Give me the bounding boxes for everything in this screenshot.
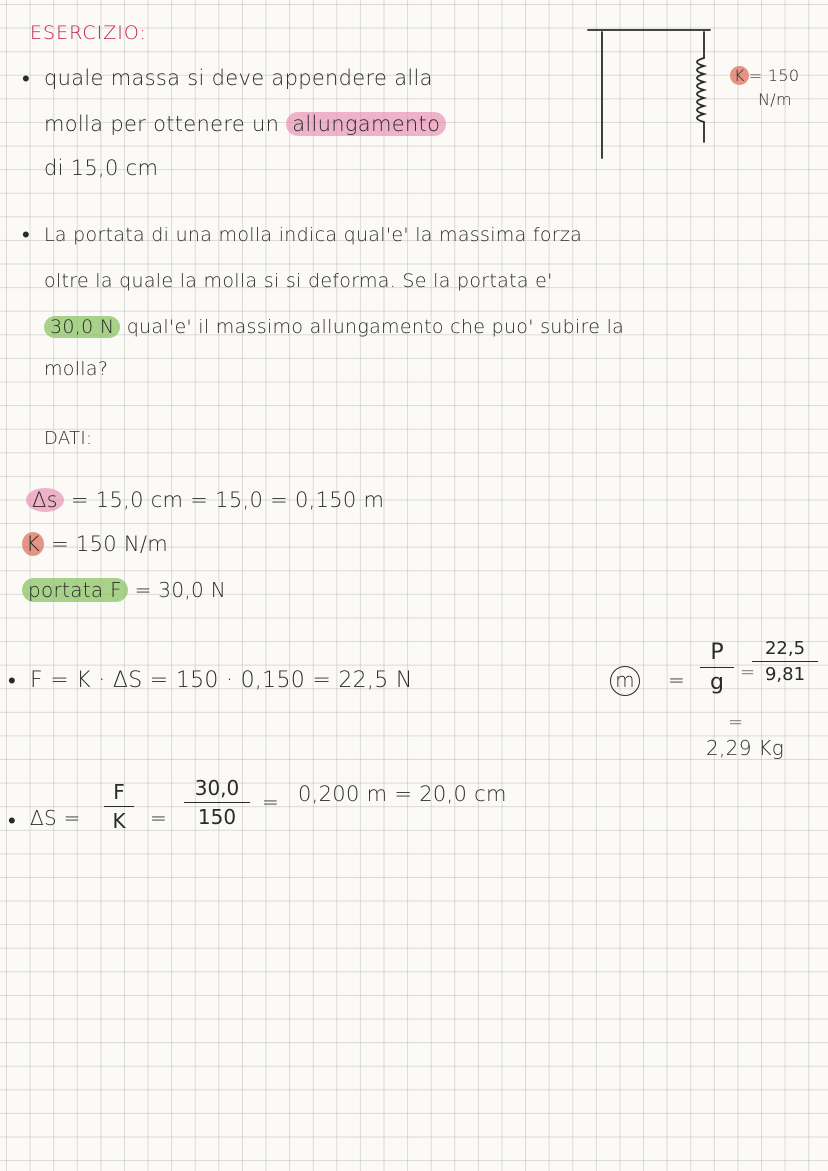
p-over-g (700, 640, 734, 695)
f-over-k (104, 780, 134, 833)
k-label-highlight: K (730, 66, 749, 85)
question1-line2-text: molla per ottenere un (44, 112, 287, 136)
mass-eq2: = (740, 662, 756, 683)
mass-fraction (752, 638, 818, 685)
mass-numerator: 22,5 (764, 638, 806, 659)
exercise-title: ESERCIZIO: (30, 22, 147, 44)
portata-highlight: portata F (22, 578, 128, 602)
calc2-eq1: = (150, 806, 168, 830)
g-symbol: g (710, 670, 724, 695)
mass-eq3: = (728, 712, 744, 733)
portata-value: = 30,0 N (134, 578, 226, 602)
k-value: = 150 (748, 66, 800, 85)
calc2-result: 0,200 m = 20,0 cm (298, 782, 507, 806)
highlight-portata-value: 30,0 N (44, 316, 120, 338)
f-symbol: F (113, 780, 125, 804)
k-symbol: K (112, 809, 126, 833)
spring-coil (697, 58, 704, 122)
dati-ds (26, 488, 384, 512)
fraction-bar (700, 667, 734, 668)
ds-value: = 15,0 cm = 15,0 = 0,150 m (70, 488, 385, 512)
delta-s-lhs: ΔS = (30, 806, 81, 830)
k-annotation (730, 66, 799, 85)
mass-denominator: 9,81 (764, 664, 806, 685)
k-data-value: = 150 N/m (51, 532, 169, 556)
dati-portata (22, 578, 226, 602)
bullet: • (8, 669, 17, 694)
dati-heading: DATI: (44, 428, 93, 449)
mass-symbol: m (610, 666, 640, 696)
force-calculation: F = K · ΔS = 150 · 0,150 = 22,5 N (30, 668, 413, 693)
question2-line2: oltre la quale la molla si si deforma. Se la portata e' (44, 270, 553, 292)
k-data-highlight: K (22, 532, 44, 556)
k-unit: N/m (758, 90, 792, 109)
question2-line3-text: qual'e' il massimo allungamento che puo' subire la (120, 316, 625, 338)
fraction-bar (184, 802, 250, 803)
calc2-numerator: 30,0 (194, 776, 240, 800)
question1-line1: quale massa si deve appendere alla (44, 66, 433, 90)
bullet: • (8, 809, 17, 834)
question1-line3: di 15,0 cm (44, 156, 159, 180)
mass-result: 2,29 Kg (706, 736, 785, 760)
mass-eq: = (668, 668, 686, 692)
question2-line3 (44, 316, 624, 338)
question2-line4: molla? (44, 358, 109, 380)
bullet: • (22, 67, 31, 92)
calc2-eq2: = (262, 790, 280, 814)
question2-line1: La portata di una molla indica qual'e' la massima forza (44, 224, 583, 246)
highlight-allungamento: allungamento (286, 112, 446, 136)
ds-label-highlight: Δs (26, 488, 64, 512)
p-symbol: P (710, 640, 724, 665)
bullet: • (22, 223, 31, 248)
fraction-bar (752, 661, 818, 662)
calc2-fraction (184, 776, 250, 829)
dati-k (22, 532, 168, 556)
fraction-bar (104, 806, 134, 807)
calc2-denominator: 150 (197, 805, 237, 829)
